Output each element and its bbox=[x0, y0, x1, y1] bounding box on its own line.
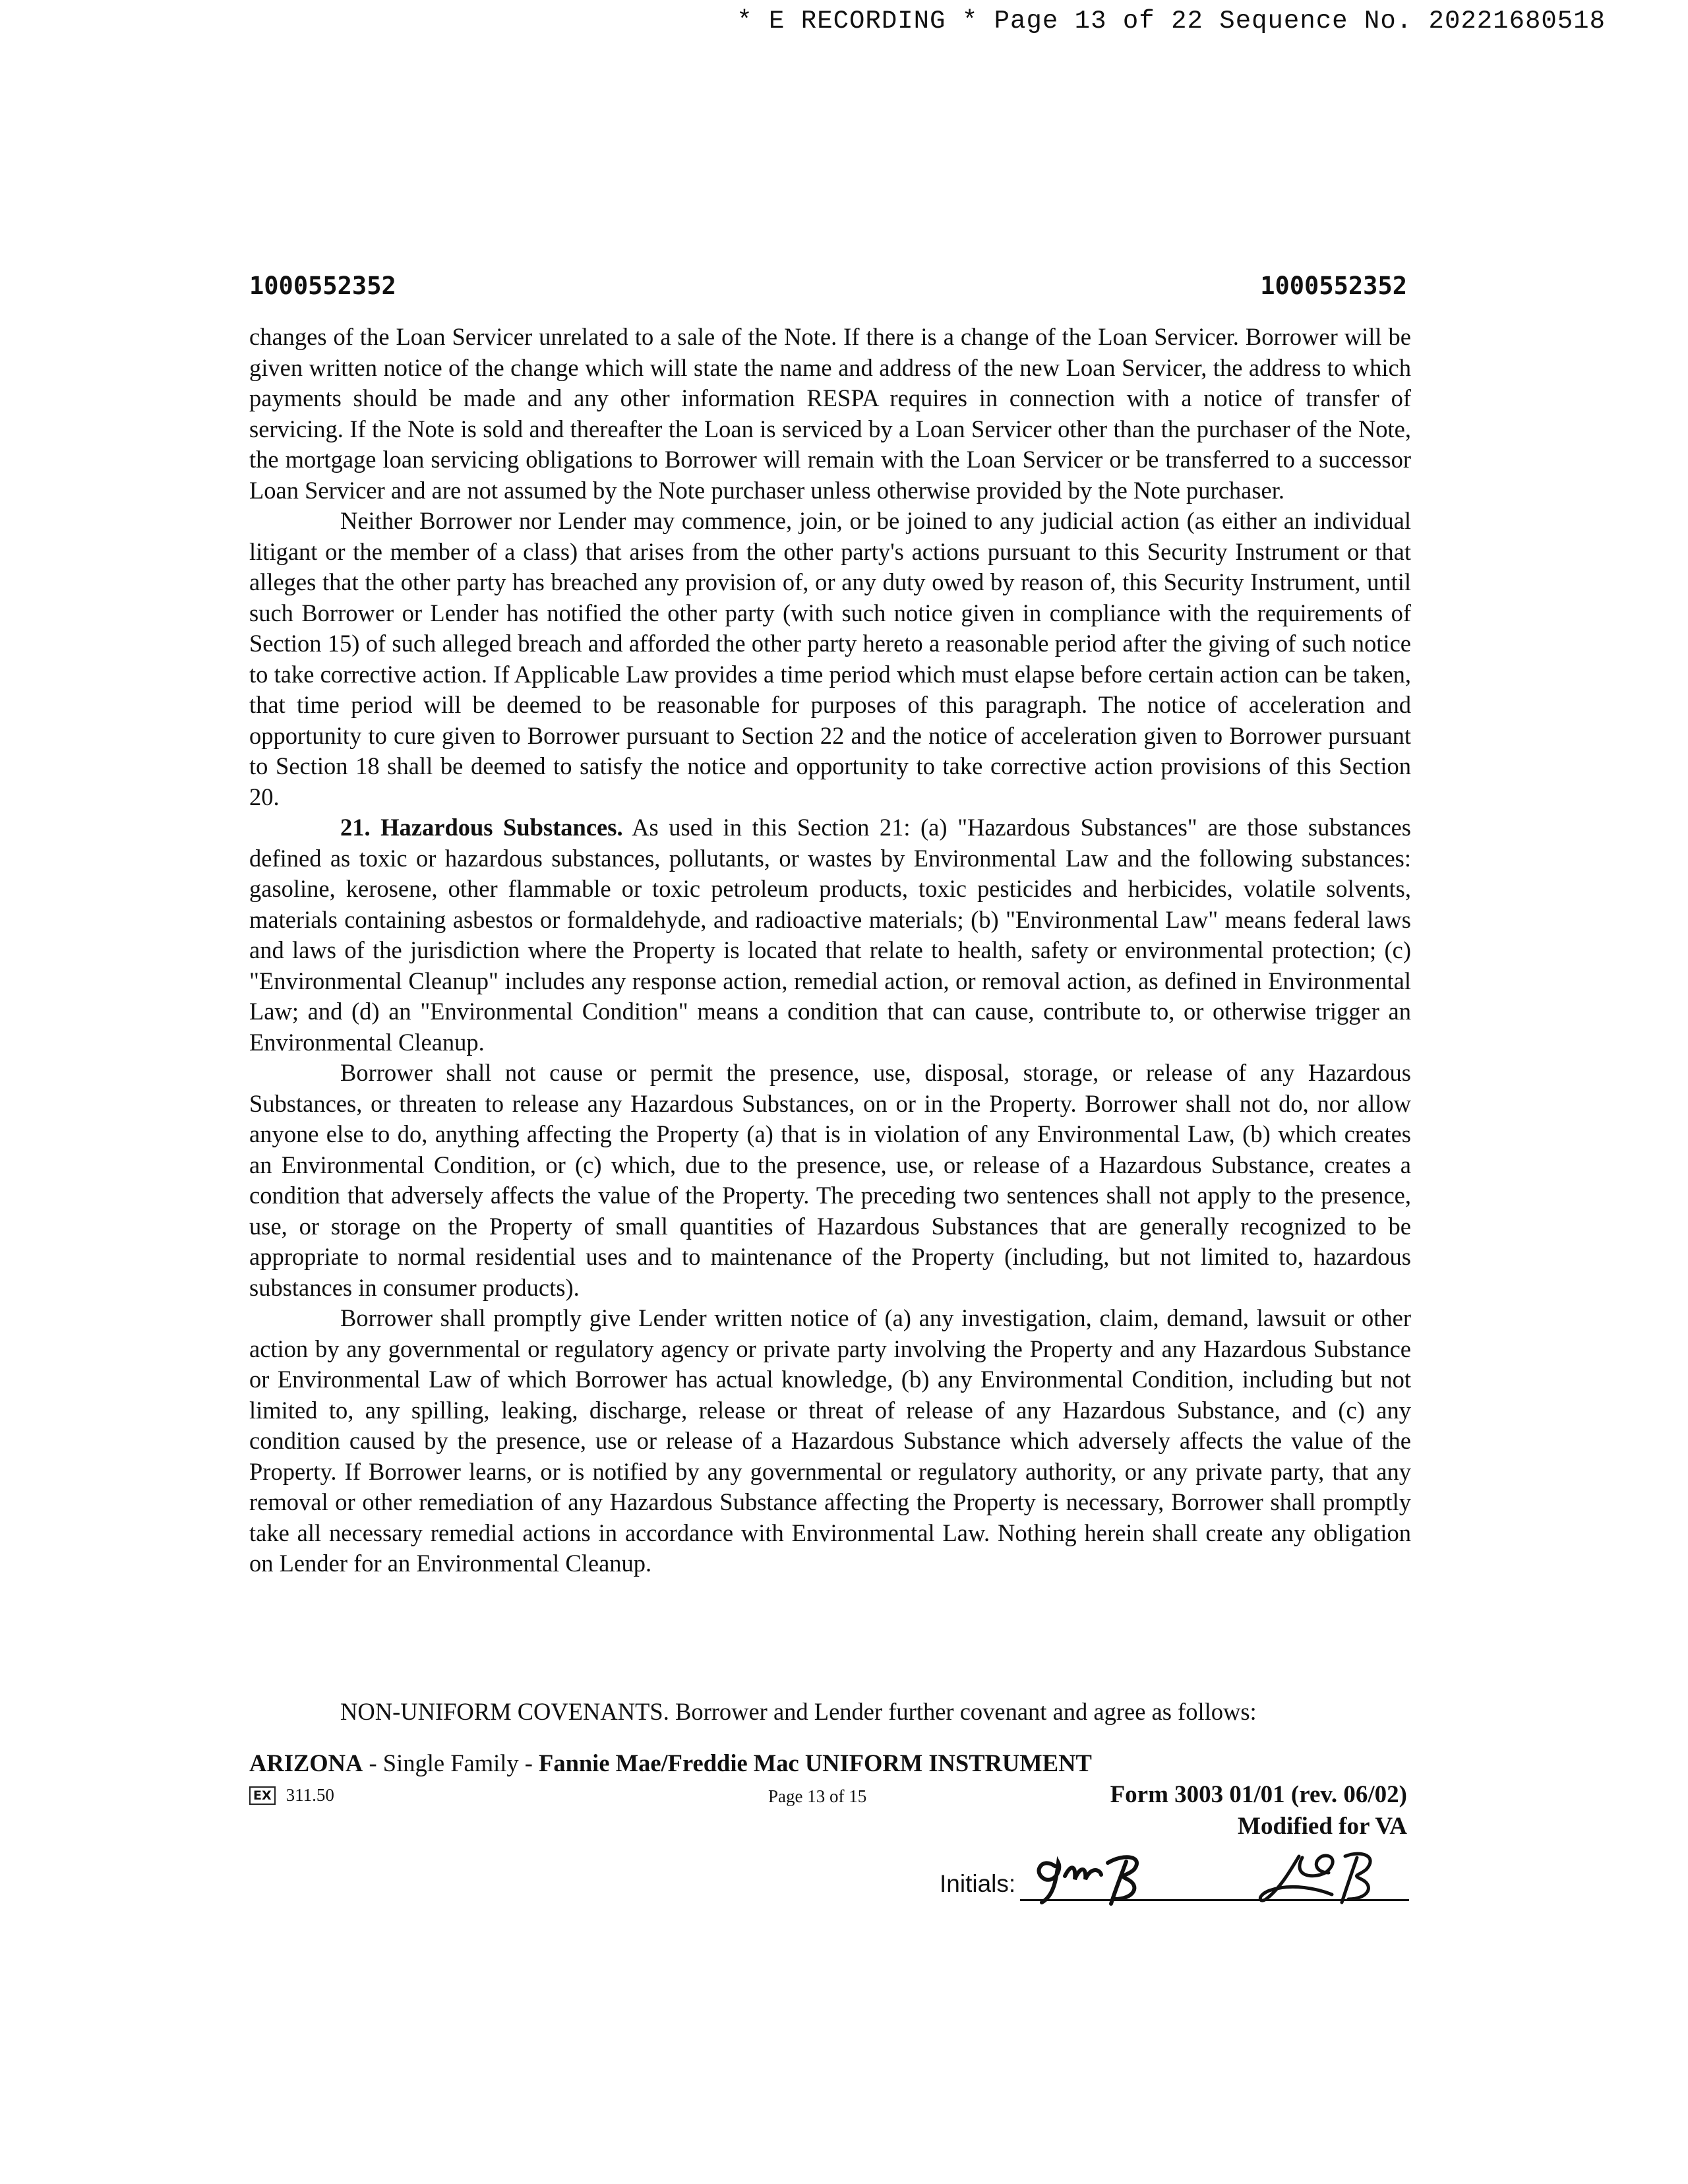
footer-state: ARIZONA bbox=[249, 1749, 363, 1776]
paragraph-hazardous-definitions bbox=[249, 812, 1411, 1058]
initials-label: Initials: bbox=[940, 1870, 1016, 1897]
paragraph-loan-servicer: changes of the Loan Servicer unrelated to a sale of the Note. If there is a change of the Loan Servicer. Borrower will be given written notice of the change which will state the name and address of the new Loan Servicer, the address to which payments should be made and any other information RESPA requires in connection with a notice of transfer of servicing. If the Note is sold and thereafter the Loan is serviced by a Loan Servicer other than the purchaser of the Note, the mortgage loan servicing obligations to Borrower will remain with the Loan Servicer or be transferred to a successor Loan Servicer and are not assumed by the Note purchaser unless otherwise provided by the Note purchaser. bbox=[249, 323, 1411, 504]
loan-number-left: 1000552352 bbox=[249, 272, 396, 300]
footer-ex-code bbox=[249, 1785, 334, 1805]
form-number: Form 3003 01/01 (rev. 06/02) bbox=[1110, 1781, 1407, 1808]
footer-instrument-title bbox=[249, 1749, 1092, 1777]
footer-family-type: - Single Family - bbox=[363, 1749, 539, 1776]
section-21-definitions-text: As used in this Section 21: (a) "Hazardous Substances" are those substances defined as toxic or hazardous substances, pollutants, or wastes by Environmental Law and the following substances: gasoline, kerosene, other flammable or toxic petroleum products, toxic pesticides and herbicides, volatile solvents, materials containing asbestos or formaldehyde, and radioactive materials; (b) "Environmental Law" means federal laws and laws of the jurisdiction where the Property is located that relate to health, safety or environmental protection; (c) "Environmental Cleanup" includes any response action, remedial action, or removal action, as defined in Environmental Law; and (d) an "Environmental Condition" means a condition that can cause, contribute to, or otherwise trigger an Environmental Cleanup. bbox=[249, 814, 1411, 1056]
paragraph-hazardous-notice: Borrower shall promptly give Lender written notice of (a) any investigation, claim, demand, lawsuit or other action by any governmental or regulatory agency or private party involving the Property and any Hazardous Substance or Environmental Law of which Borrower has actual knowledge, (b) any Environmental Condition, including but not limited to, any spilling, leaking, discharge, release or threat of release of any Hazardous Substance, and (c) any condition caused by the presence, use or release of a Hazardous Substance which adversely affects the value of the Property. If Borrower learns, or is notified by any governmental or regulatory authority, or any private party, that any removal or other remediation of any Hazardous Substance affecting the Property is necessary, Borrower shall promptly take all necessary remedial actions in accordance with Environmental Law. Nothing herein shall create any obligation on Lender for an Environmental Cleanup. bbox=[249, 1304, 1411, 1577]
ex-code-number: 311.50 bbox=[286, 1785, 334, 1805]
ex-logo: EX bbox=[249, 1786, 276, 1805]
modified-for-va: Modified for VA bbox=[1238, 1813, 1407, 1840]
section-21-heading: 21. Hazardous Substances. bbox=[340, 814, 623, 841]
non-uniform-covenants: NON-UNIFORM COVENANTS. Borrower and Lender further covenant and agree as follows: bbox=[340, 1698, 1257, 1725]
footer-page-number: Page 13 of 15 bbox=[768, 1786, 867, 1806]
recording-header: * E RECORDING * Page 13 of 22 Sequence No. 20221680518 bbox=[737, 7, 1606, 36]
document-body bbox=[249, 322, 1411, 1579]
loan-number-right: 1000552352 bbox=[1260, 272, 1407, 300]
footer-instrument: Fannie Mae/Freddie Mac UNIFORM INSTRUMENT bbox=[539, 1749, 1092, 1776]
initials-signature-2 bbox=[1253, 1843, 1411, 1909]
initials-signature-1 bbox=[1029, 1843, 1193, 1909]
paragraph-hazardous-prohibition: Borrower shall not cause or permit the presence, use, disposal, storage, or release of any Hazardous Substances, or threaten to release any Hazardous Substances, on or in the Property. Borrower shall not do, nor allow anyone else to do, anything affecting the Property (a) that is in violation of any Environmental Law, (b) which creates an Environmental Condition, or (c) which, due to the presence, use, or release of a Hazardous Substance, creates a condition that adversely affects the value of the Property. The preceding two sentences shall not apply to the presence, use, or storage on the Property of small quantities of Hazardous Substances that are generally recognized to be appropriate to normal residential uses and to maintenance of the Property (including, but not limited to, hazardous substances in consumer products). bbox=[249, 1059, 1411, 1301]
paragraph-judicial-action: Neither Borrower nor Lender may commence, join, or be joined to any judicial action (as either an individual litigant or the member of a class) that arises from the other party's actions pursuant to this Security Instrument or that alleges that the other party has breached any provision of, or any duty owed by reason of, this Security Instrument, until such Borrower or Lender has notified the other party (with such notice given in compliance with the requirements of Section 15) of such alleged breach and afforded the other party hereto a reasonable period after the giving of such notice to take corrective action. If Applicable Law provides a time period which must elapse before certain action can be taken, that time period will be deemed to be reasonable for purposes of this paragraph. The notice of acceleration and opportunity to cure given to Borrower pursuant to Section 22 and the notice of acceleration given to Borrower pursuant to Section 18 shall be deemed to satisfy the notice and opportunity to take corrective action provisions of this Section 20. bbox=[249, 507, 1411, 810]
